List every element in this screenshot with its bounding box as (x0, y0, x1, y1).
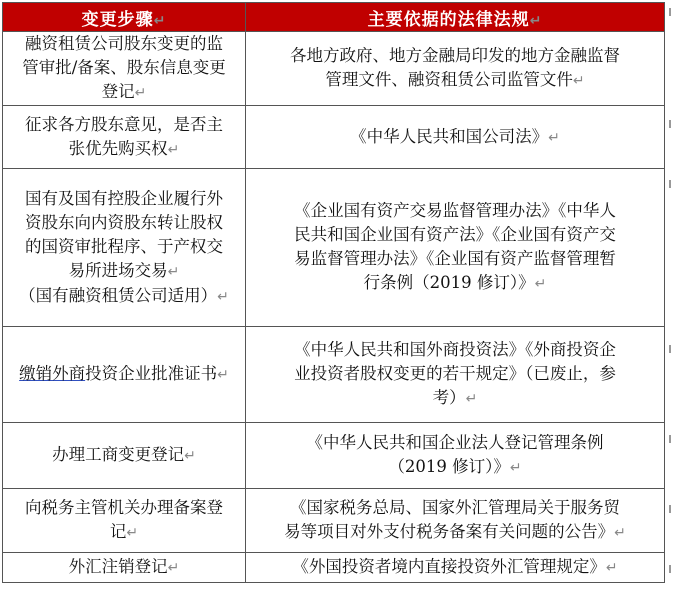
law-cell: 《企业国有资产交易监督管理办法》《中华人 民共和国企业国有资产法》《企业国有资产交 易监督管理办法》《企业国有资产监督管理暂 行条例（2019 修订）》↵ (246, 169, 665, 327)
regulation-table (2, 2, 665, 583)
header-change-steps: 变更步骤↵ (3, 3, 246, 32)
edge-mark (669, 180, 671, 188)
table-row (3, 327, 665, 423)
edge-mark (669, 565, 671, 573)
step-cell: 融资租赁公司股东变更的监 管审批/备案、股东信息变更 登记↵ (3, 32, 246, 106)
edge-mark (669, 505, 671, 513)
edge-mark (669, 435, 671, 443)
step-cell: 向税务主管机关办理备案登 记↵ (3, 489, 246, 553)
page-edge-marks (667, 0, 671, 594)
law-cell: 《中华人民共和国企业法人登记管理条例 （2019 修订）》↵ (246, 423, 665, 489)
law-cell: 《外国投资者境内直接投资外汇管理规定》↵ (246, 553, 665, 583)
law-cell: 《国家税务总局、国家外汇管理局关于服务贸 易等项目对外支付税务备案有关问题的公告》↵ (246, 489, 665, 553)
step-cell: 办理工商变更登记↵ (3, 423, 246, 489)
table-row (3, 423, 665, 489)
table-row (3, 169, 665, 327)
step-cell: 国有及国有控股企业履行外 资股东向内资股东转让股权 的国资审批程序、于产权交 易所进场交易↵ （国有融资租赁公司适用）↵ (3, 169, 246, 327)
edge-mark (669, 345, 671, 353)
table-row (3, 489, 665, 553)
law-cell: 《中华人民共和国公司法》↵ (246, 106, 665, 169)
table-row (3, 32, 665, 106)
table-row (3, 106, 665, 169)
law-cell: 各地方政府、地方金融局印发的地方金融监督 管理文件、融资租赁公司监管文件↵ (246, 32, 665, 106)
edge-mark (669, 8, 671, 16)
table-header-row (3, 3, 665, 32)
edge-mark (669, 120, 671, 128)
header-main-laws: 主要依据的法律法规↵ (246, 3, 665, 32)
step-cell: 征求各方股东意见，是否主 张优先购买权↵ (3, 106, 246, 169)
law-cell: 《中华人民共和国外商投资法》《外商投资企 业投资者股权变更的若干规定》（已废止，参 考）↵ (246, 327, 665, 423)
step-cell: 缴销外商投资企业批准证书↵ (3, 327, 246, 423)
step-cell: 外汇注销登记↵ (3, 553, 246, 583)
table-row (3, 553, 665, 583)
